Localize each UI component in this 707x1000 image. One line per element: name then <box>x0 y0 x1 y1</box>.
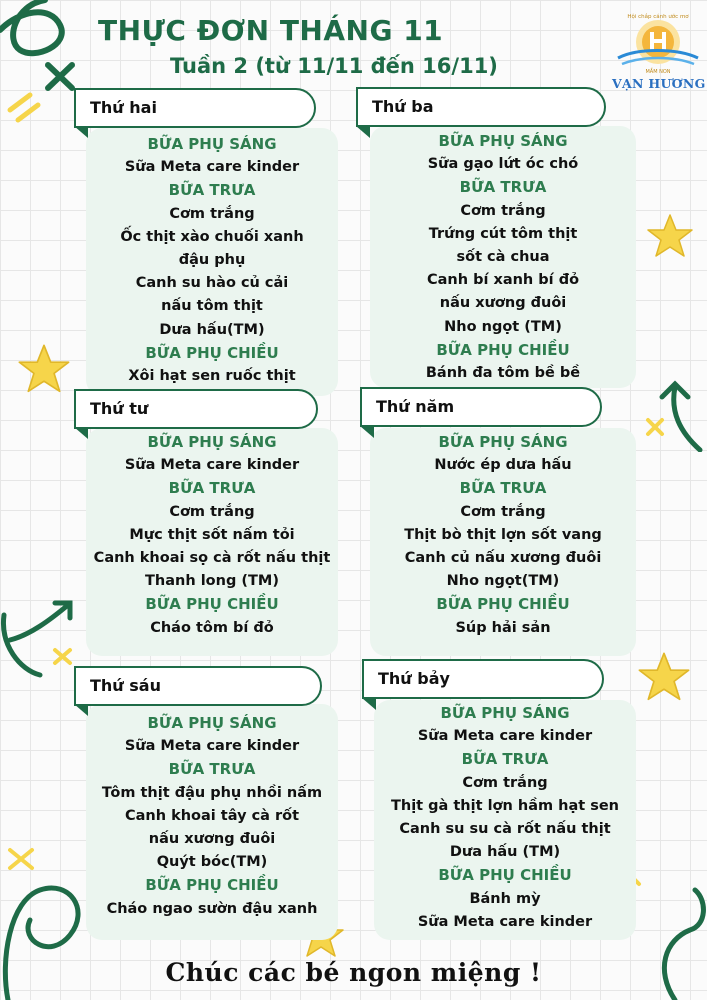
day-tab-wednesday <box>74 389 318 429</box>
dish-item: Dưa hấu (TM) <box>449 844 561 861</box>
meal-heading: BỮA PHỤ CHIỀU <box>145 595 279 614</box>
dish-item: Súp hải sản <box>455 619 551 636</box>
star-icon <box>636 650 692 706</box>
dish-item: Canh su hào củ cải <box>135 275 289 292</box>
menu-list-tuesday <box>370 130 636 385</box>
meal-heading: BỮA PHỤ CHIỀU <box>436 340 570 359</box>
arrow-decoration-left <box>0 595 85 685</box>
dish-item: nấu xương đuôi <box>439 295 567 312</box>
menu-list-thursday <box>370 431 636 640</box>
meal-heading: BỮA PHỤ CHIỀU <box>145 343 279 362</box>
dish-item: Bánh mỳ <box>469 890 541 907</box>
dish-item: Sữa Meta care kinder <box>124 738 300 755</box>
dish-item: Sữa Meta care kinder <box>124 159 300 176</box>
dish-item: Canh khoai tây cà rốt <box>124 807 300 824</box>
day-label: Thứ năm <box>376 397 455 416</box>
dish-item: Sữa Meta care kinder <box>417 728 593 745</box>
logo-arc-text: Hội chắp cánh ước mơ <box>627 14 689 20</box>
meal-heading: BỮA TRƯA <box>168 760 256 779</box>
dish-item: Tôm thịt đậu phụ nhồi nấm <box>101 784 323 801</box>
day-label: Thứ sáu <box>90 676 161 695</box>
dish-item: Canh su su cà rốt nấu thịt <box>399 820 611 837</box>
dish-item: Cháo ngao sườn đậu xanh <box>106 900 318 917</box>
menu-list-monday <box>86 133 338 388</box>
dish-item: Sữa Meta care kinder <box>124 457 300 474</box>
logo-name: VẠN HƯƠNG <box>612 76 706 91</box>
menu-list-saturday <box>374 702 636 934</box>
meal-heading: BỮA PHỤ SÁNG <box>438 433 568 451</box>
dish-item: Mực thịt sốt nấm tỏi <box>129 526 295 543</box>
dish-item: Cơm trắng <box>169 503 255 520</box>
dish-item: Quýt bóc(TM) <box>156 854 268 871</box>
dish-item: Sữa gạo lứt óc chó <box>427 156 579 173</box>
day-tab-saturday <box>362 659 604 699</box>
dish-item: Trứng cút tôm thịt <box>428 225 578 242</box>
page-title: THỰC ĐƠN THÁNG 11 <box>98 14 444 47</box>
meal-heading: BỮA TRƯA <box>459 479 547 498</box>
school-logo <box>612 12 704 104</box>
dish-item: Ốc thịt xào chuối xanh <box>120 228 304 245</box>
day-tab-thursday <box>360 387 602 427</box>
dish-item: nấu tôm thịt <box>161 298 263 315</box>
logo-emblem-icon <box>612 12 704 72</box>
dish-item: đậu phụ <box>178 251 246 268</box>
meal-heading: BỮA TRƯA <box>459 178 547 197</box>
dish-item: Cơm trắng <box>460 503 546 520</box>
meal-heading: BỮA PHỤ SÁNG <box>147 135 277 153</box>
dish-item: Canh khoai sọ cà rốt nấu thịt <box>93 549 331 566</box>
dish-item: Dưa hấu(TM) <box>159 321 265 338</box>
footer-greeting: Chúc các bé ngon miệng ! <box>165 958 542 987</box>
day-tab-monday <box>74 88 316 128</box>
meal-heading: BỮA PHỤ CHIỀU <box>145 876 279 895</box>
meal-heading: BỮA TRƯA <box>168 181 256 200</box>
dish-item: Bánh đa tôm bề bề <box>425 364 581 381</box>
dish-item: Sữa Meta care kinder <box>417 913 593 930</box>
dish-item: Thịt gà thịt lợn hầm hạt sen <box>390 797 620 814</box>
dish-item: Nước ép dưa hấu <box>434 457 572 474</box>
star-icon <box>645 212 695 262</box>
meal-heading: BỮA PHỤ SÁNG <box>438 132 568 150</box>
day-tab-friday <box>74 666 322 706</box>
dish-item: Canh bí xanh bí đỏ <box>426 272 580 289</box>
menu-list-friday <box>86 712 338 921</box>
dish-item: Canh củ nấu xương đuôi <box>404 549 602 566</box>
day-tab-tuesday <box>356 87 606 127</box>
meal-heading: BỮA PHỤ SÁNG <box>147 714 277 732</box>
meal-heading: BỮA TRƯA <box>461 750 549 769</box>
dish-item: Xôi hạt sen ruốc thịt <box>128 367 296 384</box>
meal-heading: BỮA PHỤ CHIỀU <box>438 866 572 885</box>
day-tab-corner <box>356 126 370 138</box>
star-icon <box>16 342 72 398</box>
page-subtitle: Tuần 2 (từ 11/11 đến 16/11) <box>170 54 498 78</box>
arrow-decoration-right <box>640 372 707 452</box>
dish-item: Cơm trắng <box>460 202 546 219</box>
dish-item: nấu xương đuôi <box>148 830 276 847</box>
dish-item: Thịt bò thịt lợn sốt vang <box>404 526 602 543</box>
day-label: Thứ ba <box>372 97 434 116</box>
day-label: Thứ bảy <box>378 669 450 688</box>
day-label: Thứ hai <box>90 98 157 117</box>
dish-item: sốt cà chua <box>456 248 550 265</box>
meal-heading: BỮA PHỤ SÁNG <box>147 433 277 451</box>
logo-top-text: MẦM NON <box>645 69 671 75</box>
dish-item: Cơm trắng <box>169 205 255 222</box>
dish-item: Cháo tôm bí đỏ <box>150 619 274 636</box>
dish-item: Thanh long (TM) <box>145 573 279 590</box>
dish-item: Nho ngọt (TM) <box>444 318 562 335</box>
menu-list-wednesday <box>86 431 338 640</box>
dish-item: Nho ngọt(TM) <box>446 573 560 590</box>
meal-heading: BỮA PHỤ CHIỀU <box>436 595 570 614</box>
meal-heading: BỮA PHỤ SÁNG <box>440 704 570 722</box>
meal-heading: BỮA TRƯA <box>168 479 256 498</box>
day-label: Thứ tư <box>90 399 149 418</box>
dish-item: Cơm trắng <box>462 774 548 791</box>
